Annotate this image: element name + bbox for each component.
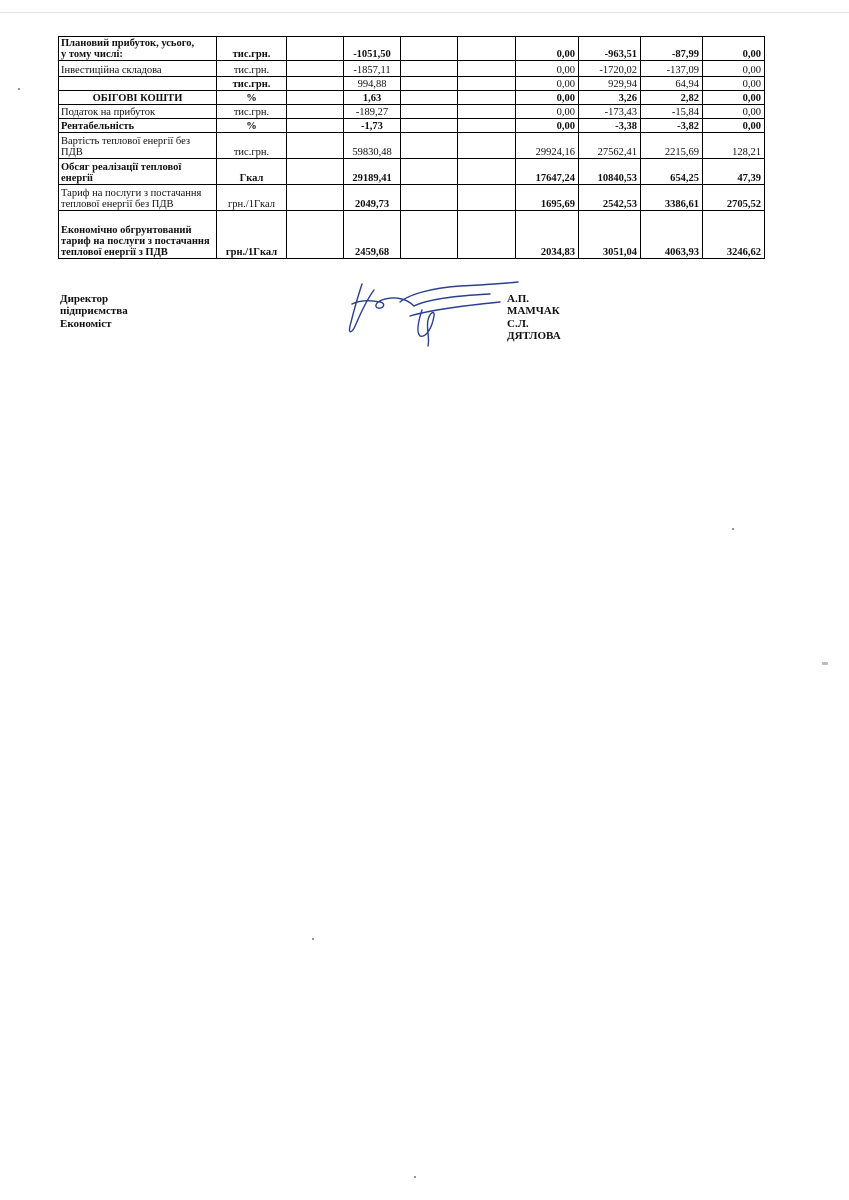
row-value: 2459,68 [344, 211, 401, 259]
row-value: 0,00 [703, 37, 765, 61]
director-title: Директор підприємства [60, 293, 128, 317]
row-value: 0,00 [516, 91, 579, 105]
row-value [287, 185, 344, 211]
row-label: Обсяг реалізації теплової енергії [59, 159, 217, 185]
row-value: 0,00 [703, 119, 765, 133]
row-value [287, 105, 344, 119]
row-value [401, 91, 458, 105]
financial-table [58, 36, 765, 259]
table-row [59, 159, 765, 185]
row-value: 27562,41 [579, 133, 641, 159]
row-value [287, 119, 344, 133]
row-value: -15,84 [641, 105, 703, 119]
row-value: -1857,11 [344, 61, 401, 77]
economist-title: Економіст [60, 318, 112, 330]
row-value: 2215,69 [641, 133, 703, 159]
director-name: А.П. МАМЧАК [507, 293, 560, 317]
row-value [287, 77, 344, 91]
row-value: 1,63 [344, 91, 401, 105]
row-value [401, 159, 458, 185]
row-value: -3,82 [641, 119, 703, 133]
row-value: 2705,52 [703, 185, 765, 211]
row-value: 2049,73 [344, 185, 401, 211]
row-value: 0,00 [516, 119, 579, 133]
row-unit: грн./1Гкал [217, 185, 287, 211]
table-row [59, 211, 765, 259]
row-value [458, 105, 516, 119]
row-label: Рентабельність [59, 119, 217, 133]
row-value: 29924,16 [516, 133, 579, 159]
row-unit: тис.грн. [217, 37, 287, 61]
row-value [401, 77, 458, 91]
table-row [59, 105, 765, 119]
row-value [458, 37, 516, 61]
row-unit: Гкал [217, 159, 287, 185]
row-value [458, 133, 516, 159]
row-value: 2034,83 [516, 211, 579, 259]
table-row [59, 133, 765, 159]
row-value: 2542,53 [579, 185, 641, 211]
row-value: 654,25 [641, 159, 703, 185]
row-value: -963,51 [579, 37, 641, 61]
row-unit: % [217, 119, 287, 133]
row-label: Податок на прибуток [59, 105, 217, 119]
row-value [401, 105, 458, 119]
row-value [287, 37, 344, 61]
row-unit: тис.грн. [217, 77, 287, 91]
row-value: 0,00 [516, 37, 579, 61]
row-value [287, 159, 344, 185]
row-value: -1051,50 [344, 37, 401, 61]
row-value [287, 211, 344, 259]
row-value: 0,00 [516, 77, 579, 91]
row-value: 17647,24 [516, 159, 579, 185]
row-label [59, 77, 217, 91]
handwritten-signature [340, 276, 530, 351]
table-row [59, 77, 765, 91]
scan-edge-line [0, 12, 849, 13]
row-value [458, 211, 516, 259]
row-value: 0,00 [703, 91, 765, 105]
row-value: 64,94 [641, 77, 703, 91]
table-row [59, 61, 765, 77]
row-value: 4063,93 [641, 211, 703, 259]
table-row [59, 91, 765, 105]
row-value [458, 77, 516, 91]
scan-speck [822, 662, 828, 665]
row-value: 0,00 [516, 61, 579, 77]
row-value [401, 133, 458, 159]
row-label: ОБІГОВІ КОШТИ [59, 91, 217, 105]
row-value: 929,94 [579, 77, 641, 91]
scan-speck [312, 938, 314, 940]
row-value: 10840,53 [579, 159, 641, 185]
row-value [458, 61, 516, 77]
table-row [59, 185, 765, 211]
row-value: 47,39 [703, 159, 765, 185]
row-value [287, 61, 344, 77]
row-value [401, 119, 458, 133]
row-label: Інвестиційна складова [59, 61, 217, 77]
scan-speck [414, 1176, 416, 1178]
row-value: 3386,61 [641, 185, 703, 211]
row-value: 0,00 [516, 105, 579, 119]
row-value: 0,00 [703, 105, 765, 119]
row-value [287, 133, 344, 159]
row-unit: % [217, 91, 287, 105]
row-value [401, 37, 458, 61]
row-value: 1695,69 [516, 185, 579, 211]
row-label: Економічно обгрунтований тариф на послуги з постачання теплової енергії з ПДВ [59, 211, 217, 259]
row-value [458, 185, 516, 211]
table-row [59, 37, 765, 61]
row-label: Плановий прибуток, усього, у тому числі: [59, 37, 217, 61]
row-value: 994,88 [344, 77, 401, 91]
row-value: 29189,41 [344, 159, 401, 185]
row-value [287, 91, 344, 105]
scan-speck [732, 528, 734, 530]
row-value [401, 185, 458, 211]
row-label: Тариф на послуги з постачання теплової енергії без ПДВ [59, 185, 217, 211]
row-value: 3246,62 [703, 211, 765, 259]
row-value [458, 91, 516, 105]
row-value: -173,43 [579, 105, 641, 119]
row-unit: тис.грн. [217, 61, 287, 77]
row-value [458, 159, 516, 185]
row-value [458, 119, 516, 133]
row-value: -1,73 [344, 119, 401, 133]
row-value: -189,27 [344, 105, 401, 119]
row-value: -1720,02 [579, 61, 641, 77]
row-unit: грн./1Гкал [217, 211, 287, 259]
row-unit: тис.грн. [217, 105, 287, 119]
row-value: 3051,04 [579, 211, 641, 259]
row-value: -137,09 [641, 61, 703, 77]
table-row [59, 119, 765, 133]
row-value [401, 61, 458, 77]
row-value: 3,26 [579, 91, 641, 105]
row-value: 0,00 [703, 77, 765, 91]
row-label: Вартість теплової енергії без ПДВ [59, 133, 217, 159]
scan-speck [18, 88, 20, 90]
row-value: 2,82 [641, 91, 703, 105]
row-value: -3,38 [579, 119, 641, 133]
row-value: 128,21 [703, 133, 765, 159]
row-value: -87,99 [641, 37, 703, 61]
economist-name: С.Л. ДЯТЛОВА [507, 318, 561, 342]
row-value: 0,00 [703, 61, 765, 77]
row-value [401, 211, 458, 259]
row-value: 59830,48 [344, 133, 401, 159]
row-unit: тис.грн. [217, 133, 287, 159]
